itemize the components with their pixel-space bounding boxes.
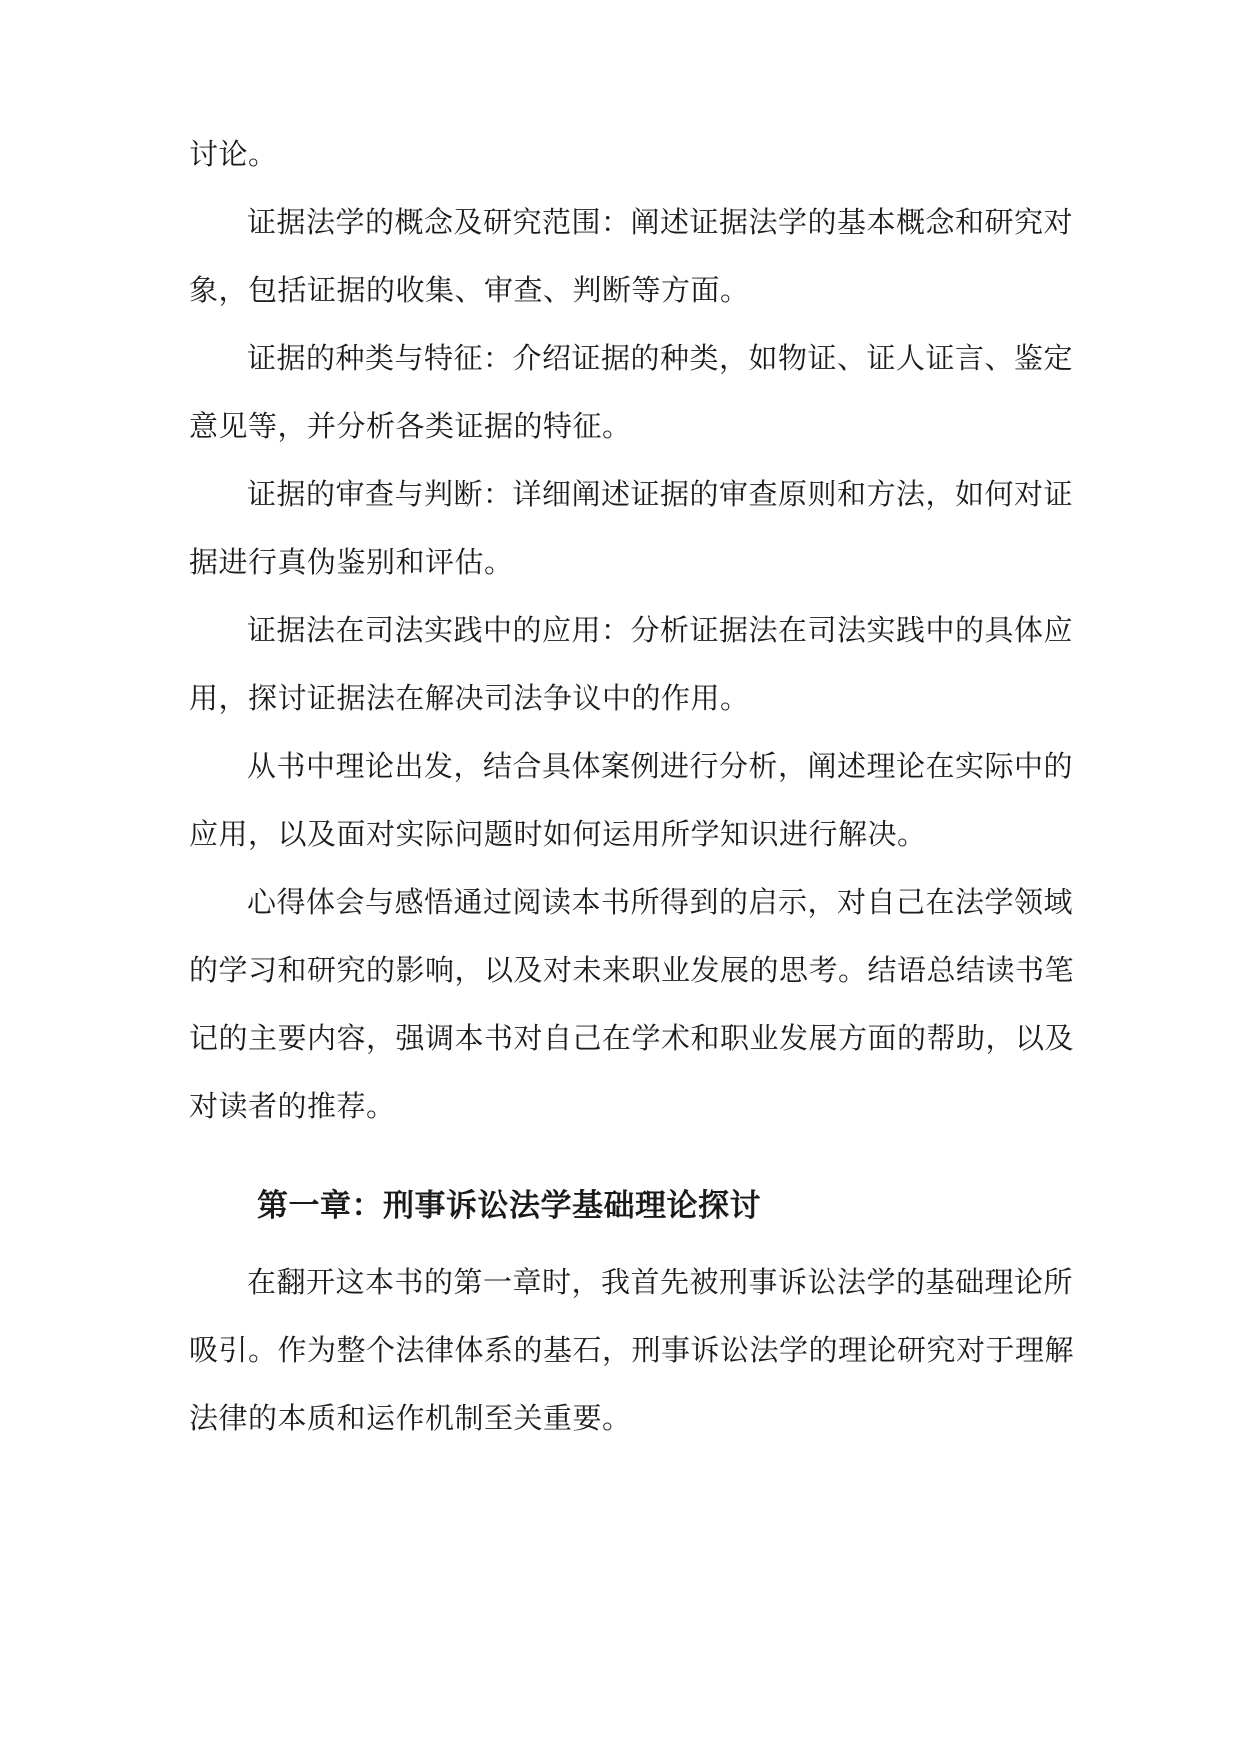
text-line-8: 证据法在司法实践中的应用：分析证据法在司法实践中的具体应 [247,613,1074,647]
chapter-text-line-1: 在翻开这本书的第一章时，我首先被刑事诉讼法学的基础理论所 [247,1265,1074,1299]
text-line-11: 应用，以及面对实际问题时如何运用所学知识进行解决。 [189,817,927,851]
chapter-text-line-2: 吸引。作为整个法律体系的基石，刑事诉讼法学的理论研究对于理解 [189,1333,1075,1367]
text-line-5: 意见等，并分析各类证据的特征。 [189,409,632,443]
text-line-3: 象，包括证据的收集、审查、判断等方面。 [189,273,750,307]
chapter-heading: 第一章：刑事诉讼法学基础理论探讨 [257,1188,761,1224]
document-page [189,0,1075,1754]
text-line-13: 的学习和研究的影响，以及对未来职业发展的思考。结语总结读书笔 [189,953,1075,987]
text-line-15: 对读者的推荐。 [189,1089,396,1123]
text-line-10: 从书中理论出发，结合具体案例进行分析，阐述理论在实际中的 [247,749,1074,783]
text-line-9: 用，探讨证据法在解决司法争议中的作用。 [189,681,750,715]
text-line-6: 证据的审查与判断：详细阐述证据的审查原则和方法，如何对证 [247,477,1074,511]
text-line-2: 证据法学的概念及研究范围：阐述证据法学的基本概念和研究对 [247,205,1074,239]
text-line-1: 讨论。 [189,137,278,171]
text-line-14: 记的主要内容，强调本书对自己在学术和职业发展方面的帮助，以及 [189,1021,1075,1055]
text-line-4: 证据的种类与特征：介绍证据的种类，如物证、证人证言、鉴定 [247,341,1074,375]
text-line-12: 心得体会与感悟通过阅读本书所得到的启示，对自己在法学领域 [247,885,1074,919]
chapter-text-line-3: 法律的本质和运作机制至关重要。 [189,1401,632,1435]
text-line-7: 据进行真伪鉴别和评估。 [189,545,514,579]
